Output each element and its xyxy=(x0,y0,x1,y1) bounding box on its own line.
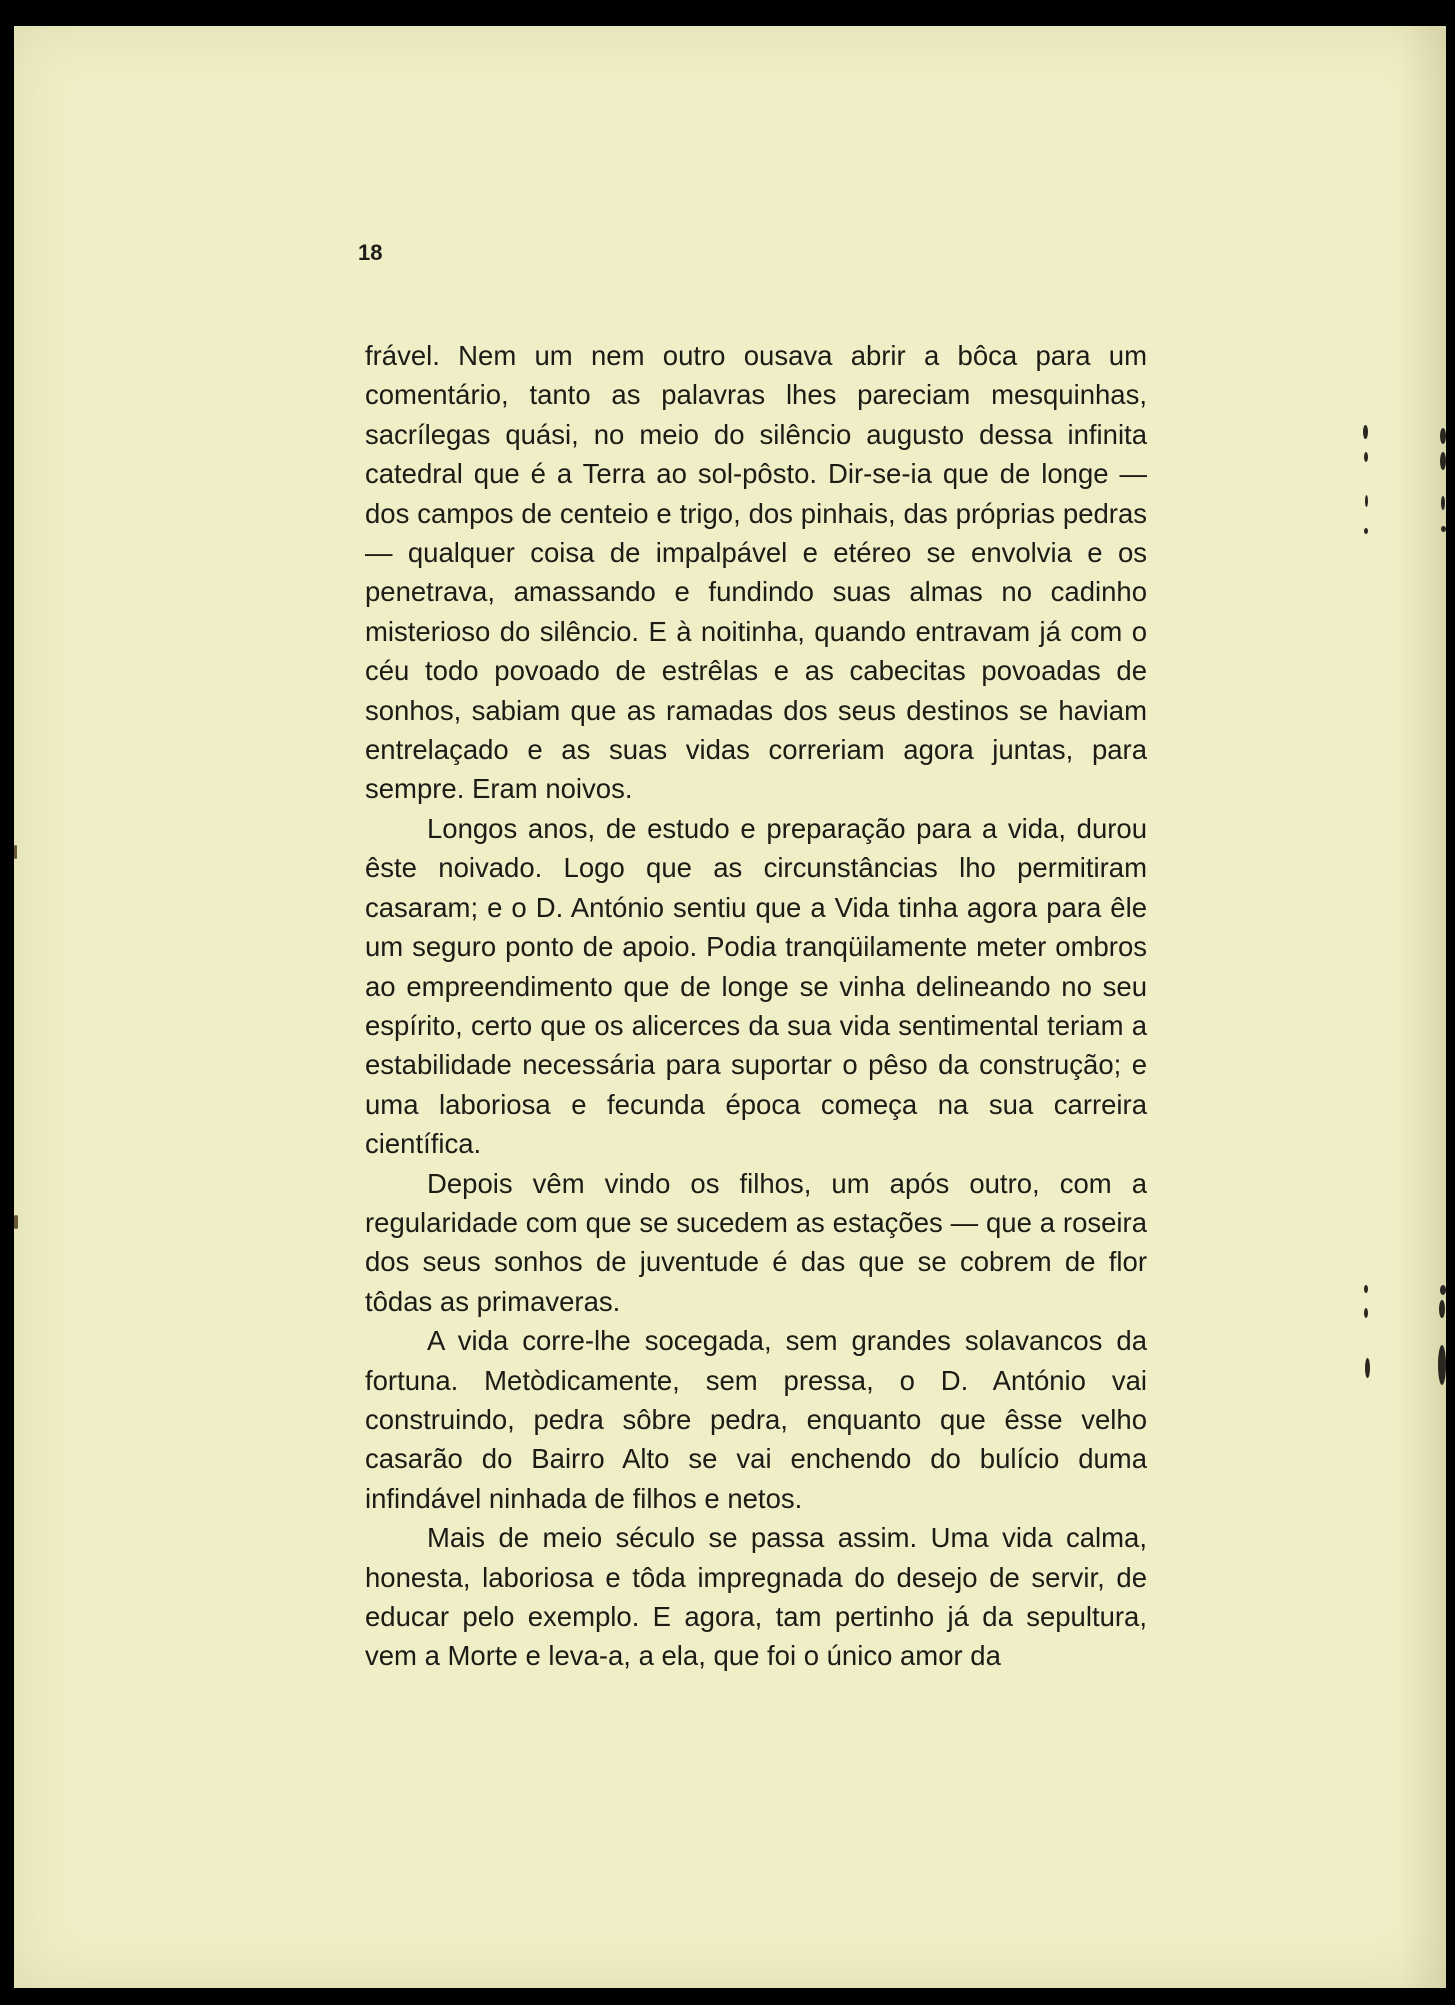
body-text xyxy=(365,336,1147,1676)
paragraph-3: Depois vêm vindo os filhos, um após outro, com a regularidade com que se sucedem as estações — que a roseira dos seus sonhos de juventude é das que se cobrem de flor tôdas as primaveras. xyxy=(365,1167,1147,1317)
paragraph-2: Longos anos, de estudo e preparação para a vida, durou êste noivado. Logo que as circunstâncias lho permitiram casaram; e o D. António sentiu que a Vida tinha agora para êle um seguro ponto de apoio. Podia tranqüilamente meter ombros ao empreendimento que de longe se vinha delineando no seu espírito, certo que os alicerces da sua vida sentimental teriam a estabilidade necessária para suportar o pêso da construção; e uma laboriosa e fecunda época começa na sua carreira científica. xyxy=(365,812,1147,1160)
paragraph-5: Mais de meio século se passa assim. Uma vida calma, honesta, laboriosa e tôda impregnada do desejo de servir, de educar pelo exemplo. E agora, tam pertinho já da sepultura, vem a Morte e leva-a, a ela, que foi o único amor da xyxy=(365,1522,1147,1672)
paragraph-1: frável. Nem um nem outro ousava abrir a bôca para um comentário, tanto as palavras lhes pareciam mesquinhas, sacrílegas quási, no meio do silêncio augusto dessa infinita catedral que é a Terra ao sol-pôsto. Dir-se-ia que de longe — dos campos de centeio e trigo, dos pinhais, das próprias pedras — qualquer coisa de impalpável e etéreo se envolvia e os penetrava, amassando e fundindo suas almas no cadinho misterioso do silêncio. E à noitinha, quando entravam já com o céu todo povoado de estrêlas e as cabecitas povoadas de sonhos, sabiam que as ramadas dos seus destinos se haviam entrelaçado e as suas vidas correriam agora juntas, para sempre. Eram noivos. xyxy=(365,340,1147,805)
page-edge-shadow xyxy=(1400,26,1446,1988)
paragraph-4: A vida corre-lhe socegada, sem grandes solavancos da fortuna. Metòdicamente, sem pressa, o D. António vai construindo, pedra sôbre pedra, enquanto que êsse velho casarão do Bairro Alto se vai enchendo do bulício duma infindável ninhada de filhos e netos. xyxy=(365,1325,1147,1514)
page-number: 18 xyxy=(358,240,383,265)
